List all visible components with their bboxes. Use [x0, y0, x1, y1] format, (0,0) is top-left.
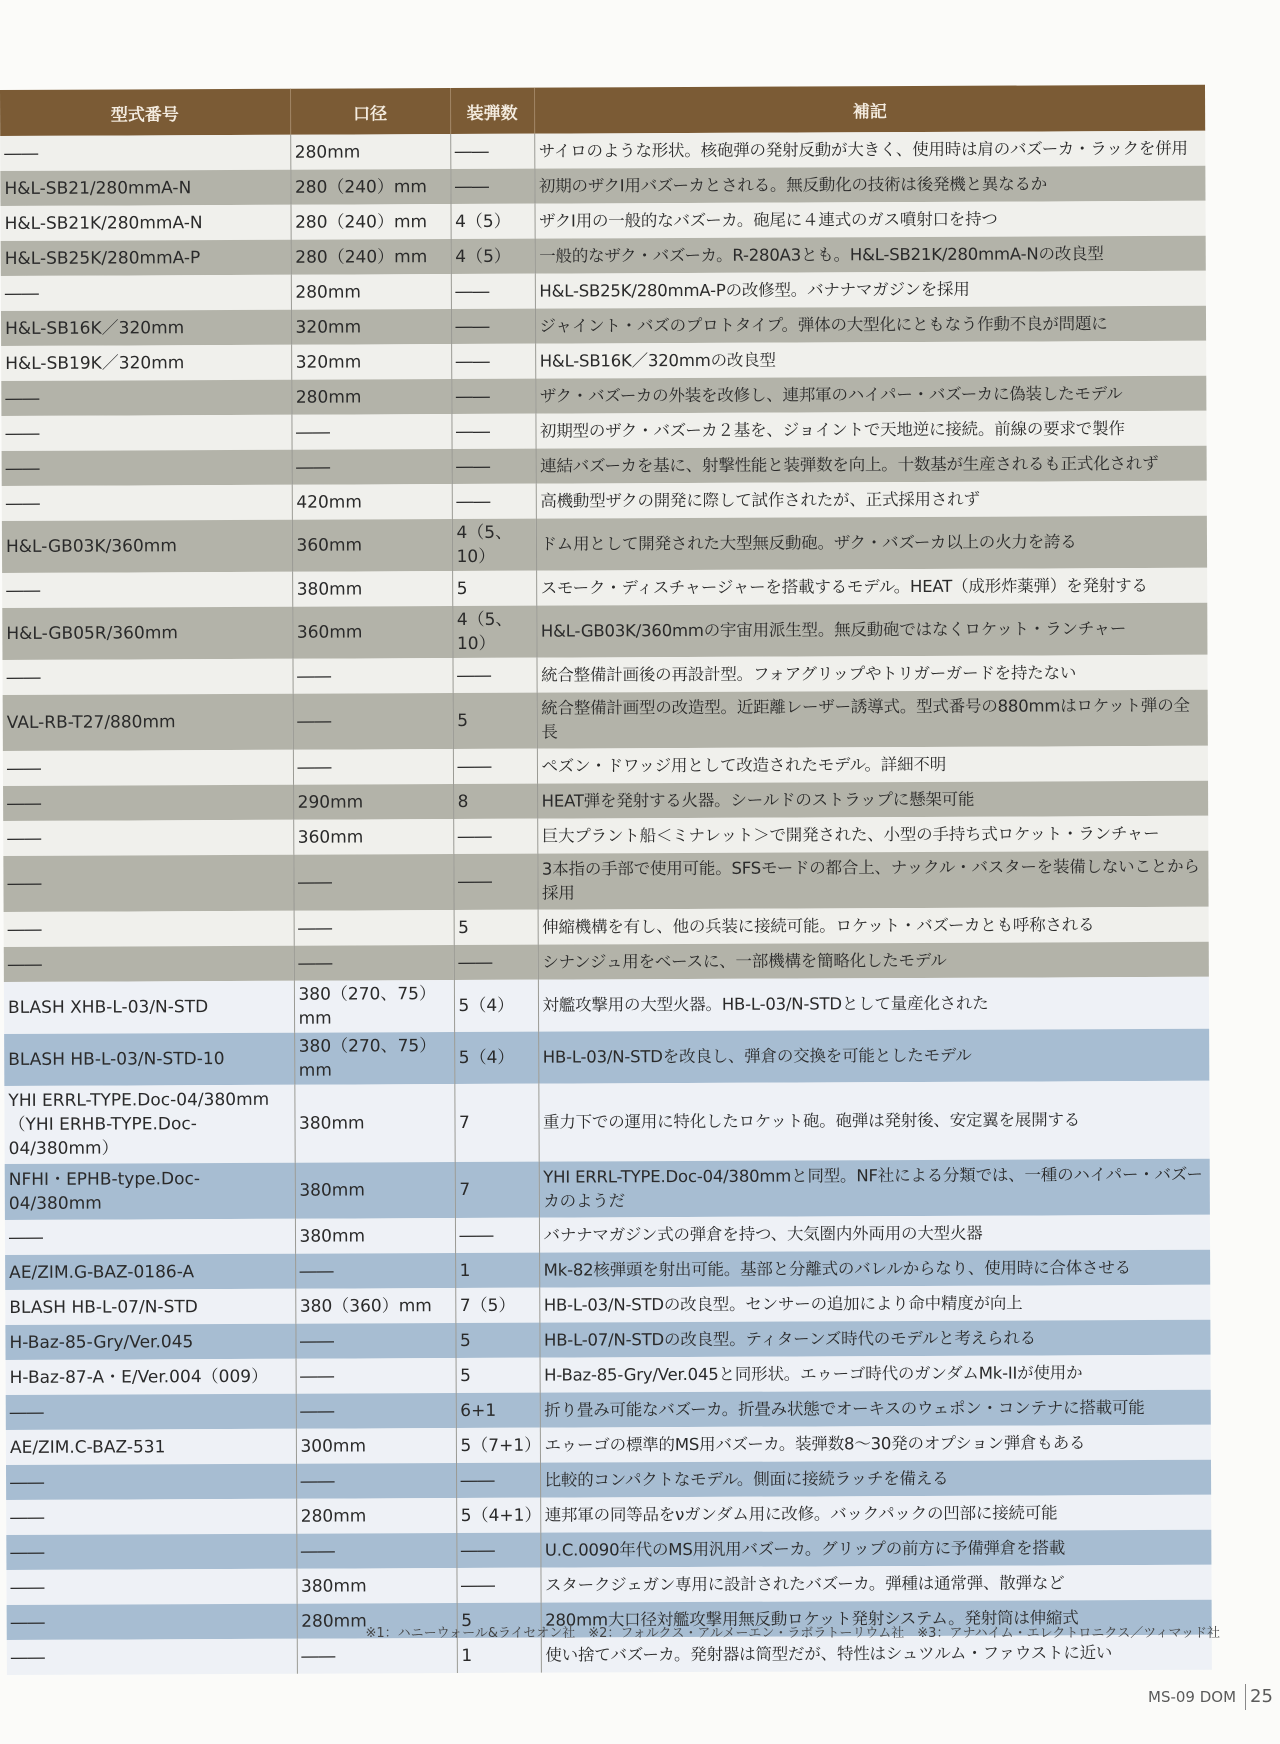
- header-notes: 補記: [534, 85, 1205, 134]
- weapon-spec-table-wrap: [0, 85, 1212, 1675]
- cell-notes: ジャイント・バズのプロトタイプ。弾体の大型化にともなう作動不良が問題に: [535, 306, 1206, 344]
- page-number: 25: [1250, 1686, 1273, 1707]
- table-row: [1, 201, 1206, 241]
- cell-notes: U.C.0090年代のMS用汎用バズーカ。グリップの前方に予備弾倉を搭載: [540, 1530, 1211, 1568]
- cell-notes: ザク・バズーカの外装を改修し、連邦軍のハイパー・バズーカに偽装したモデル: [535, 376, 1206, 414]
- cell-model-number: H&L-SB16K／320mm: [1, 310, 291, 346]
- cell-ammo-count: 4（5、10）: [452, 606, 536, 658]
- cell-ammo-count: 5: [455, 1323, 539, 1358]
- cell-notes: H&L-SB25K/280mmA-Pの改修型。バナナマガジンを採用: [535, 271, 1206, 309]
- cell-ammo-count: ――: [454, 945, 538, 980]
- cell-notes: 初期型のザク・バズーカ２基を、ジョイントで天地逆に接続。前線の要求で製作: [535, 411, 1206, 449]
- table-row: [4, 942, 1209, 982]
- cell-notes: エゥーゴの標準的MS用バズーカ。装弾数8～30発のオプション弾倉もある: [540, 1425, 1211, 1463]
- cell-ammo-count: ――: [456, 1568, 540, 1603]
- cell-notes: バナナマガジン式の弾倉を持つ、大気圏内外両用の大型火器: [539, 1215, 1210, 1253]
- cell-ammo-count: ――: [450, 134, 534, 169]
- cell-ammo-count: ――: [452, 449, 536, 484]
- cell-caliber: ――: [296, 1533, 456, 1569]
- cell-caliber: ――: [296, 1393, 456, 1429]
- cell-notes: 統合整備計画型の改造型。近距離レーザー誘導式。型式番号の880mmはロケット弾の全長: [537, 690, 1208, 749]
- cell-model-number: ――: [6, 1394, 296, 1430]
- table-row: [0, 131, 1205, 171]
- table-row: [6, 1425, 1211, 1465]
- table-row: [3, 816, 1208, 856]
- cell-model-number: AE/ZIM.C-BAZ-531: [6, 1429, 296, 1465]
- cell-caliber: 280mm: [296, 1498, 456, 1534]
- table-row: [5, 1320, 1210, 1360]
- cell-notes: スモーク・ディスチャージャーを搭載するモデル。HEAT（成形炸薬弾）を発射する: [536, 568, 1207, 606]
- cell-caliber: 380mm: [294, 1084, 454, 1163]
- cell-notes: 280mm大口径対艦攻撃用無反動ロケット発射システム。発射筒は伸縮式: [541, 1600, 1212, 1638]
- table-row: [6, 1495, 1211, 1535]
- cell-model-number: H-Baz-87-A・E/Ver.004（009）: [6, 1359, 296, 1395]
- cell-notes: 対艦攻撃用の大型火器。HB-L-03/N-STDとして量産化された: [538, 977, 1209, 1032]
- cell-notes: HEAT弾を発射する火器。シールドのストラップに懸架可能: [537, 781, 1208, 819]
- cell-ammo-count: 1: [455, 1253, 539, 1288]
- table-row: [1, 411, 1206, 451]
- cell-notes: HB-L-03/N-STDを改良し、弾倉の交換を可能としたモデル: [538, 1029, 1209, 1084]
- cell-ammo-count: ――: [451, 274, 535, 309]
- table-row: [3, 781, 1208, 821]
- cell-caliber: 380mm: [295, 1218, 455, 1254]
- cell-model-number: ――: [2, 659, 292, 695]
- cell-notes: ペズン・ドワッジ用として改造されたモデル。詳細不明: [537, 746, 1208, 784]
- cell-ammo-count: 4（5）: [451, 239, 535, 274]
- cell-ammo-count: 7: [455, 1162, 539, 1218]
- cell-caliber: 280（240）mm: [290, 169, 450, 205]
- page-separator: [1245, 1684, 1246, 1710]
- cell-model-number: ――: [1, 275, 291, 311]
- cell-notes: HB-L-03/N-STDの改良型。センサーの追加により命中精度が向上: [539, 1285, 1210, 1323]
- cell-notes: H&L-GB03K/360mmの宇宙用派生型。無反動砲ではなくロケット・ランチャー: [536, 603, 1207, 658]
- cell-notes: 伸縮機構を有し、他の兵装に接続可能。ロケット・バズーカとも呼称される: [538, 907, 1209, 945]
- cell-model-number: BLASH HB-L-03/N-STD-10: [4, 1033, 294, 1086]
- table-row: [4, 1081, 1209, 1164]
- cell-notes: 使い捨てバズーカ。発射器は筒型だが、特性はシュツルム・ファウストに近い: [541, 1635, 1212, 1673]
- table-row: [4, 977, 1209, 1034]
- cell-caliber: ――: [291, 414, 451, 450]
- cell-ammo-count: 5（4+1）: [456, 1498, 540, 1533]
- cell-model-number: ――: [7, 1604, 297, 1640]
- cell-ammo-count: 5: [456, 1358, 540, 1393]
- cell-notes: H-Baz-85-Gry/Ver.045と同形状。エゥーゴ時代のガンダムMk-IIが使用か: [540, 1355, 1211, 1393]
- cell-ammo-count: 5: [454, 910, 538, 945]
- cell-notes: 連結バズーカを基に、射撃性能と装弾数を向上。十数基が生産されるも正式化されず: [536, 446, 1207, 484]
- cell-ammo-count: 7（5）: [455, 1288, 539, 1323]
- cell-caliber: ――: [292, 449, 452, 485]
- table-row: [5, 1215, 1210, 1255]
- cell-model-number: ――: [4, 911, 294, 947]
- weapon-spec-table: [0, 85, 1212, 1675]
- cell-ammo-count: ――: [450, 169, 534, 204]
- cell-ammo-count: ――: [451, 414, 535, 449]
- cell-caliber: 280mm: [291, 379, 451, 415]
- cell-model-number: ――: [5, 1219, 295, 1255]
- cell-ammo-count: ――: [453, 819, 537, 854]
- cell-model-number: YHI ERRL-TYPE.Doc-04/380mm（YHI ERHB-TYPE.Doc-04/380mm）: [4, 1085, 294, 1164]
- cell-notes: HB-L-07/N-STDの改良型。ティターンズ時代のモデルと考えられる: [539, 1320, 1210, 1358]
- cell-ammo-count: 4（5）: [451, 204, 535, 239]
- cell-notes: 一般的なザク・バズーカ。R-280A3とも。H&L-SB21K/280mmA-Nの改良型: [535, 236, 1206, 274]
- cell-ammo-count: 5（4）: [454, 1032, 538, 1084]
- cell-ammo-count: ――: [451, 379, 535, 414]
- cell-caliber: 380（270、75）mm: [294, 980, 454, 1033]
- cell-ammo-count: ――: [453, 749, 537, 784]
- cell-caliber: ――: [297, 1638, 457, 1674]
- cell-caliber: 380mm: [296, 1568, 456, 1604]
- cell-caliber: 420mm: [292, 484, 452, 520]
- cell-model-number: H-Baz-85-Gry/Ver.045: [5, 1324, 295, 1360]
- table-row: [6, 1355, 1211, 1395]
- cell-model-number: NFHI・EPHB-type.Doc-04/380mm: [5, 1163, 295, 1220]
- table-row: [5, 1285, 1210, 1325]
- cell-caliber: ――: [295, 1253, 455, 1289]
- cell-model-number: H&L-SB21/280mmA-N: [0, 170, 290, 206]
- cell-ammo-count: 5: [453, 693, 537, 749]
- cell-ammo-count: ――: [452, 658, 536, 693]
- table-row: [5, 1159, 1210, 1220]
- cell-notes: スタークジェガン専用に設計されたバズーカ。弾種は通常弾、散弾など: [540, 1565, 1211, 1603]
- cell-ammo-count: ――: [452, 484, 536, 519]
- table-row: [3, 690, 1208, 751]
- cell-caliber: ――: [293, 854, 453, 911]
- cell-notes: 連邦軍の同等品をνガンダム用に改修。バックパックの凹部に接続可能: [540, 1495, 1211, 1533]
- cell-model-number: ――: [2, 572, 292, 608]
- cell-model-number: ――: [2, 485, 292, 521]
- cell-model-number: H&L-SB19K／320mm: [1, 345, 291, 381]
- table-header-row: [0, 85, 1205, 136]
- cell-model-number: ――: [4, 946, 294, 982]
- table-row: [4, 1029, 1209, 1086]
- cell-notes: 統合整備計画後の再設計型。フォアグリップやトリガーガードを持たない: [536, 655, 1207, 693]
- cell-ammo-count: ――: [456, 1463, 540, 1498]
- cell-model-number: ――: [3, 820, 293, 856]
- cell-model-number: VAL-RB-T27/880mm: [3, 694, 293, 751]
- cell-model-number: ――: [2, 450, 292, 486]
- table-row: [2, 568, 1207, 608]
- cell-notes: 高機動型ザクの開発に際して試作されたが、正式採用されず: [536, 481, 1207, 519]
- table-row: [1, 376, 1206, 416]
- cell-model-number: H&L-SB25K/280mmA-P: [1, 240, 291, 276]
- cell-caliber: 360mm: [292, 606, 452, 659]
- cell-caliber: 360mm: [293, 819, 453, 855]
- cell-ammo-count: 8: [453, 784, 537, 819]
- header-ammo-count: 装弾数: [450, 88, 534, 134]
- cell-ammo-count: ――: [451, 309, 535, 344]
- cell-ammo-count: ――: [455, 1218, 539, 1253]
- cell-model-number: H&L-SB21K/280mmA-N: [1, 205, 291, 241]
- cell-model-number: ――: [1, 415, 291, 451]
- cell-model-number: ――: [3, 855, 293, 912]
- cell-ammo-count: 7: [454, 1084, 538, 1162]
- cell-caliber: 380mm: [295, 1162, 455, 1219]
- cell-notes: Mk-82核弾頭を射出可能。基部と分離式のバレルからなり、使用時に合体させる: [539, 1250, 1210, 1288]
- table-row: [1, 341, 1206, 381]
- cell-notes: 巨大プラント船＜ミナレット＞で開発された、小型の手持ち式ロケット・ランチャー: [537, 816, 1208, 854]
- cell-model-number: ――: [7, 1639, 297, 1675]
- header-model-number: 型式番号: [0, 89, 290, 136]
- cell-notes: サイロのような形状。核砲弾の発射反動が大きく、使用時は肩のバズーカ・ラックを併用: [534, 131, 1205, 169]
- cell-model-number: ――: [3, 750, 293, 786]
- cell-model-number: BLASH HB-L-07/N-STD: [5, 1289, 295, 1325]
- cell-caliber: ――: [293, 749, 453, 785]
- cell-caliber: 360mm: [292, 519, 452, 572]
- cell-caliber: 320mm: [291, 309, 451, 345]
- cell-caliber: 280（240）mm: [291, 239, 451, 275]
- cell-notes: H&L-SB16K／320mmの改良型: [535, 341, 1206, 379]
- cell-caliber: 280（240）mm: [291, 204, 451, 240]
- table-row: [1, 271, 1206, 311]
- cell-caliber: ――: [292, 658, 452, 694]
- cell-model-number: H&L-GB03K/360mm: [2, 520, 292, 573]
- cell-caliber: 300mm: [296, 1428, 456, 1464]
- cell-caliber: ――: [294, 945, 454, 981]
- cell-model-number: ――: [3, 785, 293, 821]
- cell-ammo-count: 5（4）: [454, 980, 538, 1032]
- cell-caliber: ――: [296, 1463, 456, 1499]
- cell-model-number: ――: [6, 1534, 296, 1570]
- cell-notes: 3本指の手部で使用可能。SFSモードの都合上、ナックル・バスターを装備しないことから採用: [537, 851, 1208, 910]
- cell-ammo-count: ――: [456, 1533, 540, 1568]
- cell-notes: 重力下での運用に特化したロケット砲。砲弾は発射後、安定翼を展開する: [538, 1081, 1209, 1162]
- cell-ammo-count: 5（7+1）: [456, 1428, 540, 1463]
- cell-notes: YHI ERRL-TYPE.Doc-04/380mmと同型。NF社による分類では、一種のハイパー・バズーカのようだ: [539, 1159, 1210, 1218]
- cell-caliber: 280mm: [297, 1603, 457, 1639]
- cell-notes: ドム用として開発された大型無反動砲。ザク・バズーカ以上の火力を誇る: [536, 516, 1207, 571]
- table-row: [6, 1460, 1211, 1500]
- table-row: [1, 306, 1206, 346]
- cell-notes: 比較的コンパクトなモデル。側面に接続ラッチを備える: [540, 1460, 1211, 1498]
- cell-caliber: ――: [296, 1358, 456, 1394]
- cell-model-number: AE/ZIM.G-BAZ-0186-A: [5, 1254, 295, 1290]
- table-body: [0, 131, 1212, 1675]
- cell-notes: 初期のザクI用バズーカとされる。無反動化の技術は後発機と異なるか: [534, 166, 1205, 204]
- cell-caliber: 290mm: [293, 784, 453, 820]
- cell-model-number: ――: [6, 1569, 296, 1605]
- cell-model-number: ――: [1, 380, 291, 416]
- table-row: [6, 1565, 1211, 1605]
- cell-caliber: 380（270、75）mm: [294, 1032, 454, 1085]
- cell-model-number: ――: [0, 135, 290, 171]
- table-row: [2, 481, 1207, 521]
- table-row: [4, 907, 1209, 947]
- table-row: [2, 655, 1207, 695]
- cell-model-number: ――: [6, 1499, 296, 1535]
- cell-caliber: ――: [293, 693, 453, 750]
- cell-notes: 折り畳み可能なバズーカ。折畳み状態でオーキスのウェポン・コンテナに搭載可能: [540, 1390, 1211, 1428]
- table-row: [1, 236, 1206, 276]
- table-row: [2, 516, 1207, 573]
- cell-notes: ザクI用の一般的なバズーカ。砲尾に４連式のガス噴射口を持つ: [535, 201, 1206, 239]
- cell-ammo-count: 4（5、10）: [452, 519, 536, 571]
- cell-ammo-count: ――: [451, 344, 535, 379]
- cell-notes: シナンジュ用をベースに、一部機構を簡略化したモデル: [538, 942, 1209, 980]
- cell-caliber: 380mm: [292, 571, 452, 607]
- cell-model-number: ――: [6, 1464, 296, 1500]
- table-row: [0, 166, 1205, 206]
- table-row: [3, 851, 1208, 912]
- cell-ammo-count: 5: [452, 571, 536, 606]
- table-row: [6, 1530, 1211, 1570]
- cell-caliber: ――: [295, 1323, 455, 1359]
- page-label: MS-09 DOM: [1148, 1688, 1237, 1706]
- cell-caliber: 380（360）mm: [295, 1288, 455, 1324]
- table-row: [2, 603, 1207, 660]
- cell-ammo-count: 5: [457, 1603, 541, 1638]
- cell-caliber: 320mm: [291, 344, 451, 380]
- cell-ammo-count: 6+1: [456, 1393, 540, 1428]
- table-row: [3, 746, 1208, 786]
- table-row: [2, 446, 1207, 486]
- header-caliber: 口径: [290, 88, 450, 135]
- cell-caliber: ――: [294, 910, 454, 946]
- footnote: ※1：ハニーウォール&ライセオン社 ※2：フォルクス・アルメーエン・ラボラトーリウム社 ※3：アナハイム・エレクトロニクス／ツィマッド社: [365, 1626, 1220, 1641]
- cell-ammo-count: ――: [453, 854, 537, 910]
- cell-model-number: BLASH XHB-L-03/N-STD: [4, 981, 294, 1034]
- cell-model-number: H&L-GB05R/360mm: [2, 607, 292, 660]
- table-row: [6, 1390, 1211, 1430]
- cell-caliber: 280mm: [290, 134, 450, 170]
- cell-caliber: 280mm: [291, 274, 451, 310]
- table-row: [5, 1250, 1210, 1290]
- cell-ammo-count: 1: [457, 1638, 541, 1673]
